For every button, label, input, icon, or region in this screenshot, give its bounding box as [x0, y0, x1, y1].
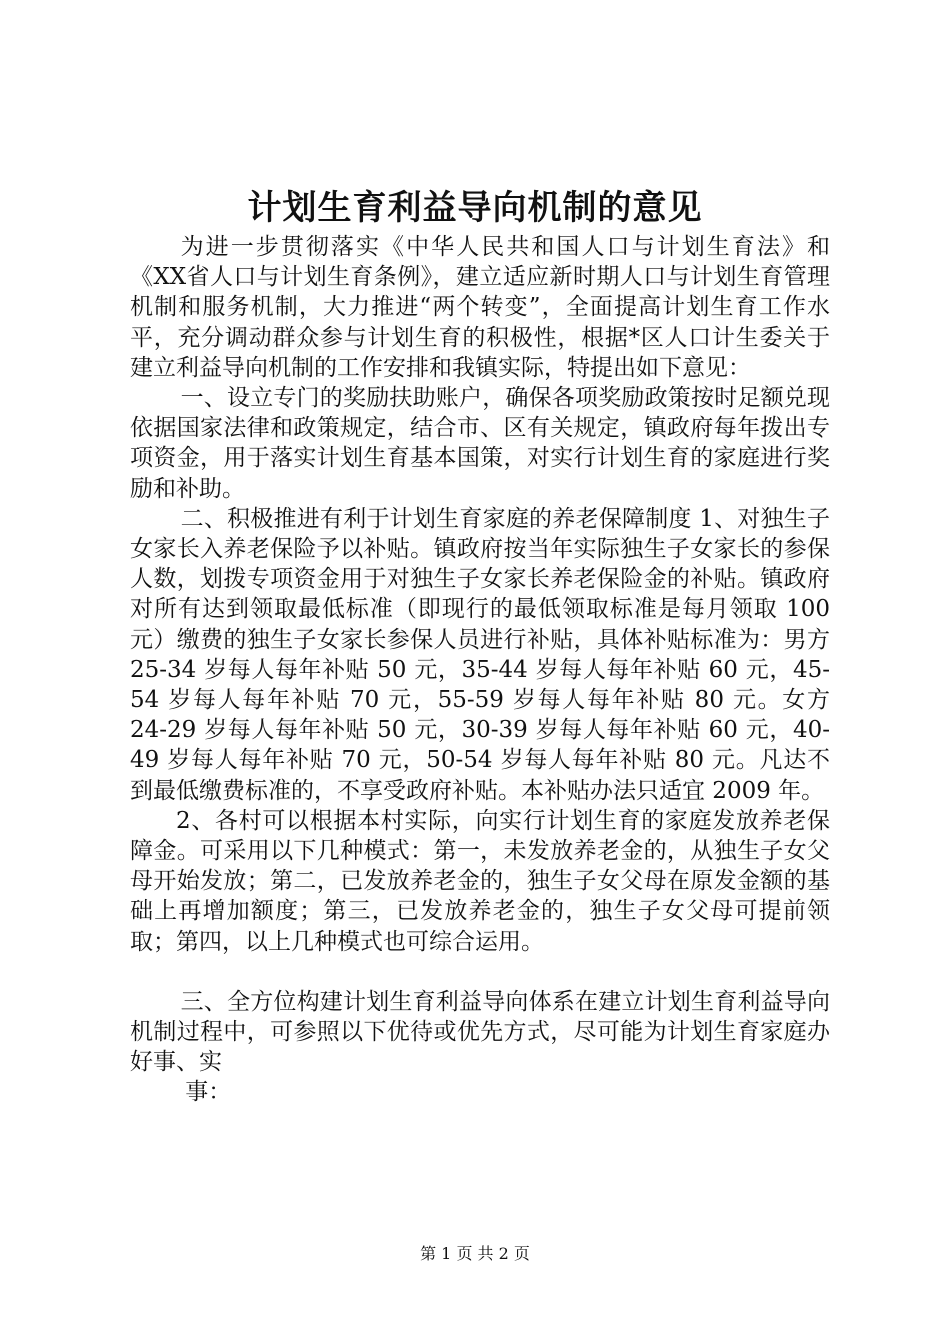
paragraph-section-2: 二、积极推进有利于计划生育家庭的养老保障制度 1、对独生子女家长入养老保险予以补贴。镇政府按当年实际独生子女家长的参保人数，划拨专项资金用于对独生子女家长养老保险金的补贴。镇政府对所有达到领取最低标准（即现行的最低领取标准是每月领取 100 元）缴费的独生子女家长参保人员进行补贴，具体补贴标准为：男方 25-34 岁每人每年补贴 50 元，35-44 岁每人每年补贴 60 元，45-54 岁每人每年补贴 70 元，55-59 岁每人每年补贴 80 元。女方 24-29 岁每人每年补贴 50 元，30-39 岁每人每年补贴 60 元，40-49 岁每人每年补贴 70 元，50-54 岁每人每年补贴 80 元。凡达不到最低缴费标准的，不享受政府补贴。本补贴办法只适宜 2009 年。	[130, 505, 830, 804]
paragraph-intro: 为进一步贯彻落实《中华人民共和国人口与计划生育法》和《XX省人口与计划生育条例》，建立适应新时期人口与计划生育管理机制和服务机制，大力推进“两个转变”，全面提高计划生育工作水平，充分调动群众参与计划生育的积极性，根据*区人口计生委关于建立利益导向机制的工作安排和我镇实际，特提出如下意见：	[130, 234, 830, 381]
paragraph-section-3: 三、全方位构建计划生育利益导向体系在建立计划生育利益导向机制过程中，可参照以下优待或优先方式，尽可能为计划生育家庭办好事、实	[130, 988, 830, 1076]
paragraph-section-1: 一、设立专门的奖励扶助账户，确保各项奖励政策按时足额兑现依据国家法律和政策规定，结合市、区有关规定，镇政府每年拨出专项资金，用于落实计划生育基本国策，对实行计划生育的家庭进行奖励和补助。	[130, 385, 830, 502]
document-title: 计划生育利益导向机制的意见	[247, 188, 703, 228]
paragraph-section-2-item-2: 2、各村可以根据本村实际，向实行计划生育的家庭发放养老保障金。可采用以下几种模式：第一，未发放养老金的，从独生子女父母开始发放；第二，已发放养老金的，独生子女父母在原发金额的基础上再增加额度；第三，已发放养老金的，独生子女父母可提前领取；第四，以上几种模式也可综合运用。	[130, 807, 830, 955]
paragraph-continuation: 事：	[185, 1079, 232, 1106]
page-indicator: 第 1 页 共 2 页	[420, 1244, 530, 1263]
document-body	[130, 232, 830, 1108]
